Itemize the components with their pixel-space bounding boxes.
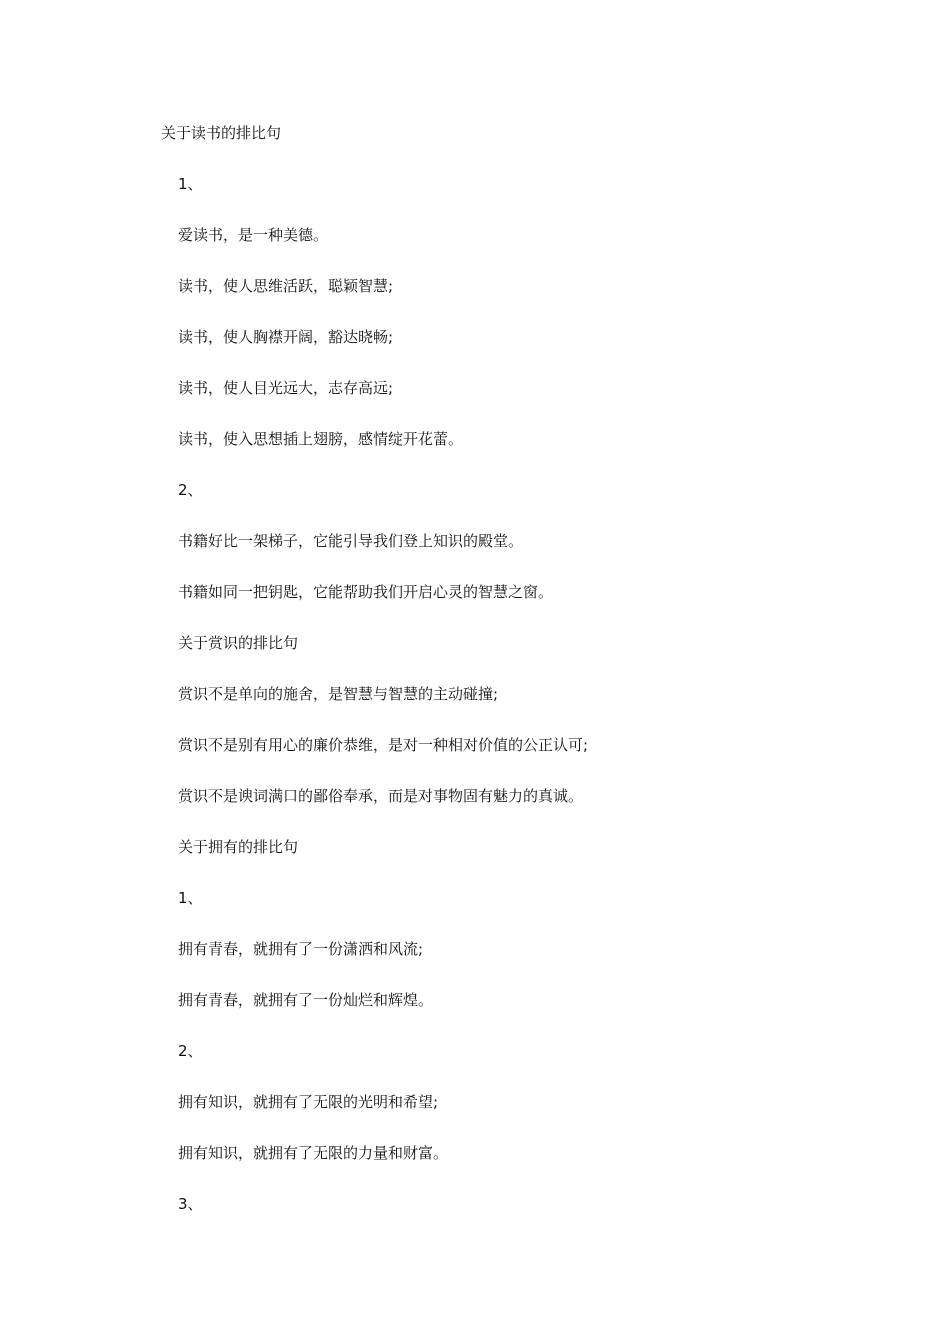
text-line: 拥有青春，就拥有了一份灿烂和辉煌。 bbox=[178, 991, 434, 1009]
text-line: 1、 bbox=[178, 175, 203, 193]
section-heading: 关于拥有的排比句 bbox=[178, 838, 299, 856]
text-line: 拥有知识，就拥有了无限的光明和希望; bbox=[178, 1093, 439, 1111]
document-body bbox=[178, 173, 588, 1244]
text-line: 读书，使人目光远大，志存高远; bbox=[178, 379, 394, 397]
text-line: 1、 bbox=[178, 889, 203, 907]
text-line: 爱读书，是一种美德。 bbox=[178, 226, 329, 244]
section-heading: 关于赏识的排比句 bbox=[178, 634, 299, 652]
text-line: 2、 bbox=[178, 1042, 203, 1060]
text-line: 拥有知识，就拥有了无限的力量和财富。 bbox=[178, 1144, 449, 1162]
text-line: 2、 bbox=[178, 481, 203, 499]
text-line: 读书，使入思想插上翅膀，感情绽开花蕾。 bbox=[178, 430, 464, 448]
text-line: 读书，使人思维活跃，聪颖智慧; bbox=[178, 277, 394, 295]
text-line: 书籍好比一架梯子，它能引导我们登上知识的殿堂。 bbox=[178, 532, 524, 550]
text-line: 拥有青春，就拥有了一份潇洒和风流; bbox=[178, 940, 424, 958]
text-line: 赏识不是别有用心的廉价恭维，是对一种相对价值的公正认可; bbox=[178, 736, 589, 754]
text-line: 读书，使人胸襟开阔，豁达晓畅; bbox=[178, 328, 394, 346]
text-line: 赏识不是单向的施舍，是智慧与智慧的主动碰撞; bbox=[178, 685, 499, 703]
text-line: 书籍如同一把钥匙，它能帮助我们开启心灵的智慧之窗。 bbox=[178, 583, 554, 601]
text-line: 赏识不是谀词满口的鄙俗奉承，而是对事物固有魅力的真诚。 bbox=[178, 787, 584, 805]
text-line: 3、 bbox=[178, 1195, 203, 1213]
document-title: 关于读书的排比句 bbox=[161, 124, 282, 142]
